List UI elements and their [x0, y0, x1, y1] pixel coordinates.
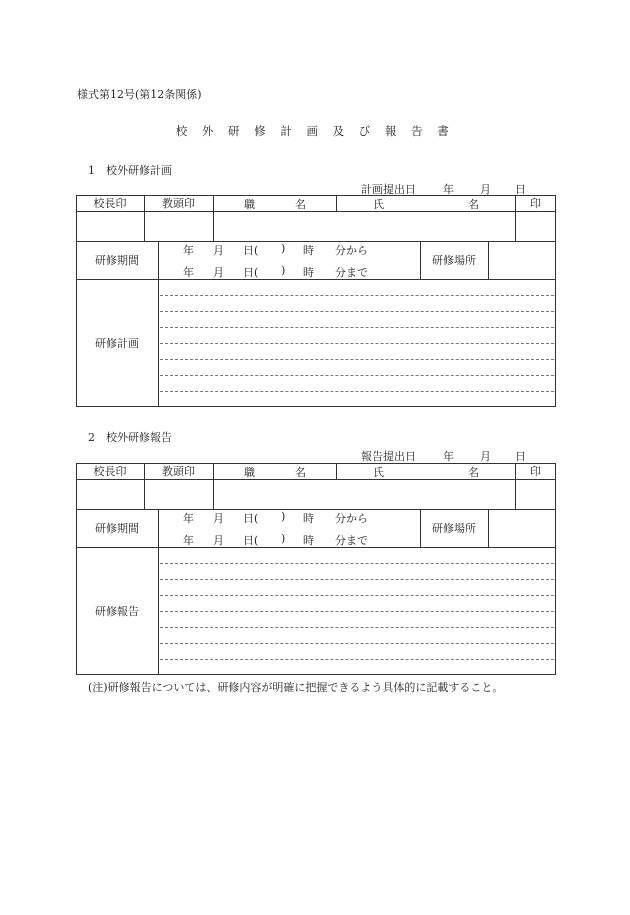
date-month: 月 — [480, 183, 491, 196]
name-header-1: 氏 — [373, 466, 384, 479]
name-header-1: 氏 — [373, 198, 384, 211]
form-number: 様式第12号(第12条関係) — [77, 88, 202, 101]
section-heading: 1 校外研修計画 — [88, 164, 172, 177]
section-heading: 2 校外研修報告 — [88, 431, 172, 444]
position-header-1: 職 — [244, 466, 255, 479]
content-label: 研修報告 — [95, 605, 139, 618]
date-day: 日 — [515, 450, 526, 463]
place-label: 研修場所 — [432, 522, 476, 535]
position-header-1: 職 — [244, 198, 255, 211]
date-year: 年 — [443, 183, 454, 196]
seal-header: 印 — [530, 197, 541, 210]
position-header-2: 名 — [295, 198, 306, 211]
submission-date-label: 報告提出日 — [361, 450, 416, 463]
footnote: (注)研修報告については、研修内容が明確に把握できるよう具体的に記載すること。 — [88, 681, 504, 694]
name-header-2: 名 — [468, 466, 479, 479]
date-day: 日 — [515, 183, 526, 196]
period-label: 研修期間 — [95, 254, 139, 267]
content-label: 研修計画 — [95, 337, 139, 350]
submission-date-label: 計画提出日 — [361, 183, 416, 196]
principal-seal-header: 校長印 — [93, 465, 127, 478]
vice-principal-seal-header: 教頭印 — [162, 465, 195, 478]
date-year: 年 — [443, 450, 454, 463]
name-header-2: 名 — [468, 198, 479, 211]
place-label: 研修場所 — [432, 254, 476, 267]
date-month: 月 — [480, 450, 491, 463]
seal-header: 印 — [530, 465, 541, 478]
page-title: 校 外 研 修 計 画 及 び 報 告 書 — [175, 124, 455, 138]
position-header-2: 名 — [295, 466, 306, 479]
period-label: 研修期間 — [95, 522, 139, 535]
vice-principal-seal-header: 教頭印 — [162, 197, 195, 210]
principal-seal-header: 校長印 — [93, 197, 127, 210]
